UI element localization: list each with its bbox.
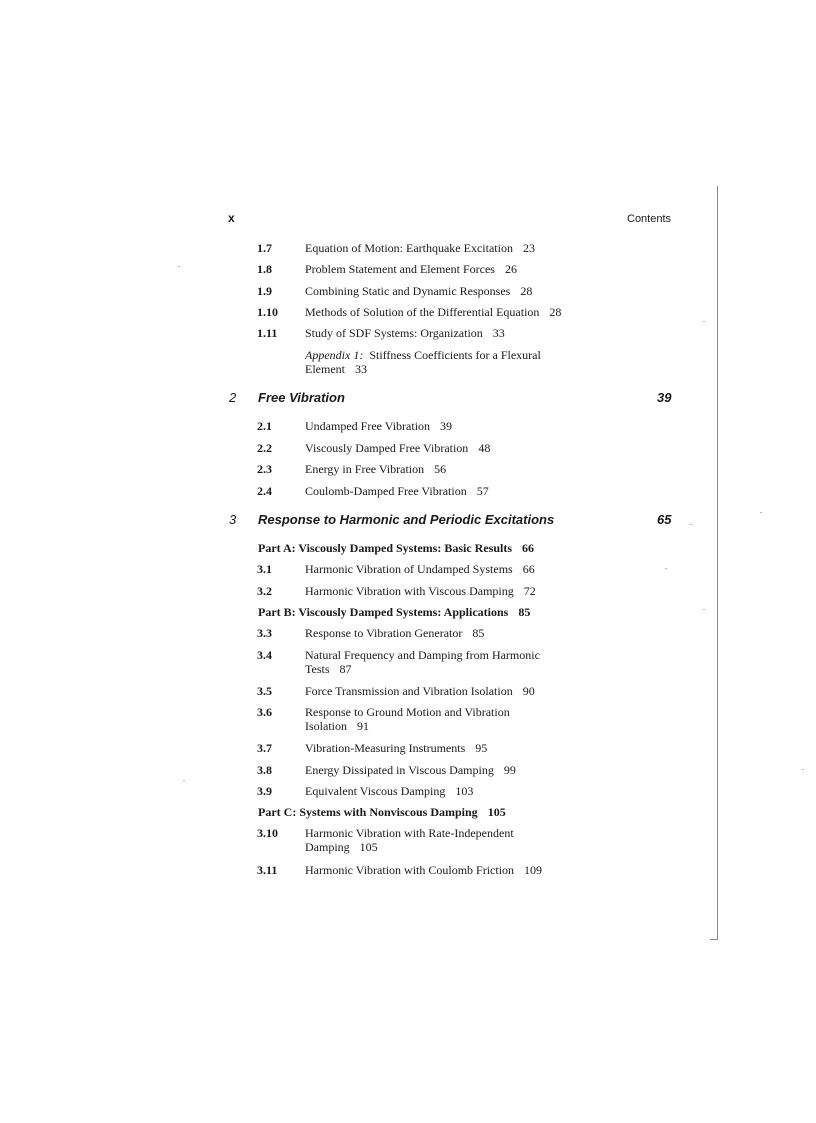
appendix-title-line1: Stiffness Coefficients for a Flexural [369, 348, 541, 362]
section-number: 3.6 [257, 705, 272, 719]
section-title: Problem Statement and Element Forces [305, 262, 495, 276]
section-title: Force Transmission and Vibration Isolation [305, 684, 513, 698]
section-page: 66 [522, 562, 535, 576]
part-title: Part A: Viscously Damped Systems: Basic Results [258, 541, 512, 555]
section-entry [305, 626, 580, 640]
part-page: 105 [487, 805, 506, 819]
section-page: 28 [549, 305, 562, 319]
section-number: 1.10 [257, 305, 278, 319]
running-title: Contents [627, 213, 672, 225]
section-title: Undamped Free Vibration [305, 419, 431, 433]
chapter-page: 39 [657, 390, 672, 405]
part-heading [258, 805, 506, 820]
section-page: 48 [478, 441, 491, 455]
appendix-title-line2: Element [305, 362, 345, 376]
section-number: 3.10 [257, 826, 278, 840]
section-page: 85 [472, 626, 485, 640]
section-page: 23 [522, 241, 535, 255]
section-entry [305, 863, 580, 877]
appendix-entry [305, 348, 580, 376]
section-page: 103 [455, 784, 474, 798]
section-number: 3.4 [257, 648, 272, 662]
section-page: 87 [339, 662, 352, 676]
part-title: Part C: Systems with Nonviscous Damping [258, 805, 478, 819]
section-number: 1.8 [257, 262, 272, 276]
part-title: Part B: Viscously Damped Systems: Applications [258, 605, 509, 619]
page-edge-tick [710, 939, 718, 940]
section-number: 3.8 [257, 763, 272, 777]
section-page: 28 [520, 284, 533, 298]
page-edge-line [717, 186, 718, 940]
section-number: 3.2 [257, 584, 272, 598]
section-entry [305, 705, 580, 733]
section-entry [305, 441, 580, 455]
part-page: 66 [522, 541, 534, 555]
section-entry [305, 648, 580, 676]
section-number: 3.7 [257, 741, 272, 755]
section-entry [305, 741, 580, 755]
appendix-label: Appendix 1: [305, 348, 364, 362]
section-entry [305, 241, 580, 255]
section-page: 90 [522, 684, 535, 698]
section-entry [305, 826, 580, 854]
section-title-line1: Response to Ground Motion and Vibration [305, 705, 510, 719]
chapter-title: Response to Harmonic and Periodic Excitations [258, 512, 555, 527]
section-entry [305, 484, 580, 498]
section-page: 39 [440, 419, 453, 433]
section-entry [305, 262, 580, 276]
chapter-title: Free Vibration [258, 390, 345, 405]
section-number: 1.9 [257, 284, 272, 298]
section-entry [305, 305, 580, 319]
section-entry [305, 684, 580, 698]
section-number: 1.7 [257, 241, 272, 255]
section-entry [305, 419, 580, 433]
section-entry [305, 584, 580, 598]
section-number: 3.11 [257, 863, 278, 877]
section-page: 26 [504, 262, 517, 276]
section-title: Study of SDF Systems: Organization [305, 326, 483, 340]
section-title: Viscously Damped Free Vibration [305, 441, 469, 455]
section-page: 33 [492, 326, 505, 340]
section-number: 2.2 [257, 441, 272, 455]
section-title: Harmonic Vibration with Viscous Damping [305, 584, 514, 598]
section-title: Response to Vibration Generator [305, 626, 463, 640]
section-number: 2.3 [257, 462, 272, 476]
section-title: Energy Dissipated in Viscous Damping [305, 763, 494, 777]
part-heading [258, 605, 530, 620]
section-title: Equivalent Viscous Damping [305, 784, 446, 798]
section-page: 95 [475, 741, 488, 755]
section-number: 2.4 [257, 484, 272, 498]
section-page: 57 [476, 484, 489, 498]
section-title-line1: Natural Frequency and Damping from Harmonic [305, 648, 540, 662]
section-entry [305, 763, 580, 777]
chapter-number: 2 [229, 390, 237, 405]
section-entry [305, 284, 580, 298]
section-page: 105 [359, 840, 378, 854]
section-entry [305, 326, 580, 340]
section-title-line2: Isolation [305, 719, 347, 733]
section-page: 56 [434, 462, 447, 476]
part-page: 85 [518, 605, 531, 619]
section-title: Equation of Motion: Earthquake Excitation [305, 241, 513, 255]
section-page: 91 [357, 719, 369, 733]
section-number: 3.3 [257, 626, 272, 640]
section-number: 1.11 [257, 326, 278, 340]
part-heading [258, 541, 534, 556]
chapter-page: 65 [657, 512, 672, 527]
section-title: Methods of Solution of the Differential Equation [305, 305, 540, 319]
section-title: Energy in Free Vibration [305, 462, 425, 476]
section-entry [305, 784, 580, 798]
section-title-line2: Damping [305, 840, 350, 854]
appendix-page: 33 [354, 362, 367, 376]
chapter-number: 3 [229, 512, 237, 527]
page-number: x [228, 211, 235, 225]
section-title: Vibration-Measuring Instruments [305, 741, 466, 755]
section-page: 72 [523, 584, 536, 598]
section-number: 3.5 [257, 684, 272, 698]
section-title: Combining Static and Dynamic Responses [305, 284, 511, 298]
section-number: 2.1 [257, 419, 272, 433]
section-title-line2: Tests [305, 662, 330, 676]
section-page: 99 [503, 763, 516, 777]
section-title: Harmonic Vibration with Coulomb Friction [305, 863, 515, 877]
section-page: 109 [524, 863, 543, 877]
section-entry [305, 562, 580, 576]
section-number: 3.1 [257, 562, 272, 576]
section-title-line1: Harmonic Vibration with Rate-Independent [305, 826, 514, 840]
section-title: Coulomb-Damped Free Vibration [305, 484, 467, 498]
section-number: 3.9 [257, 784, 272, 798]
section-title: Harmonic Vibration of Undamped Systems [305, 562, 513, 576]
section-entry [305, 462, 580, 476]
